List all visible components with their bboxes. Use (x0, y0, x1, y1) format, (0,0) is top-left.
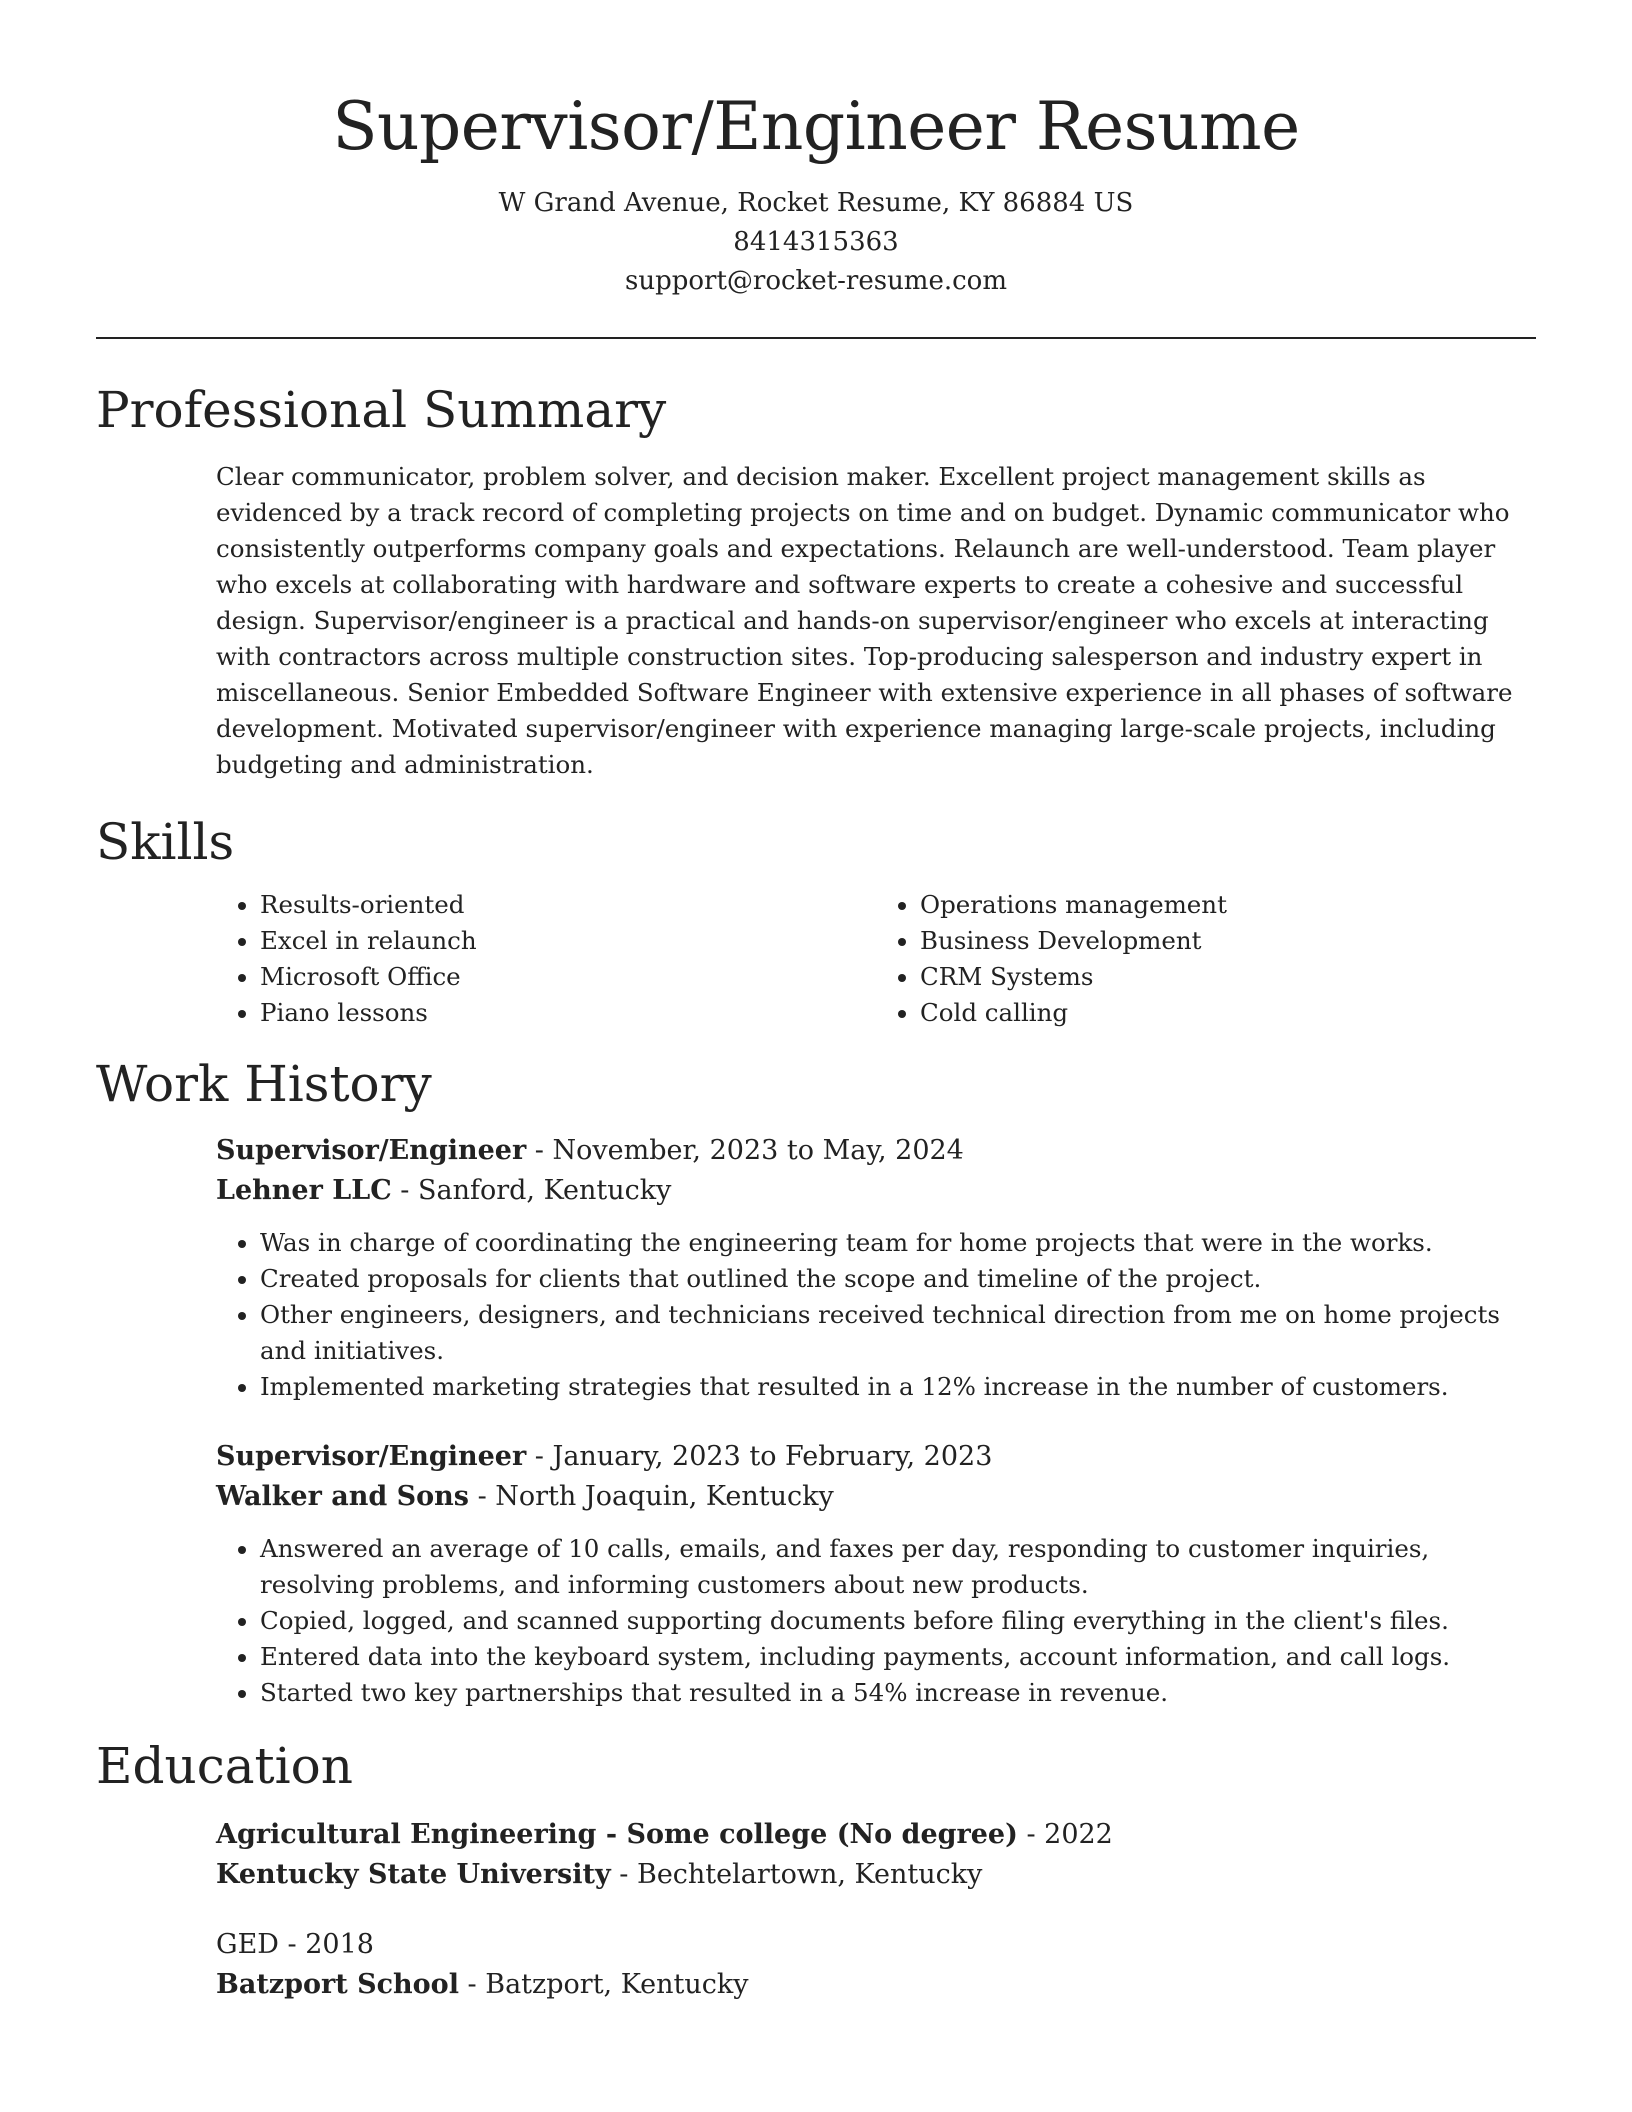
work-history-heading: Work History (96, 1055, 432, 1113)
skill-item: • Business Development (920, 923, 1536, 959)
skill-item: • Microsoft Office (260, 959, 876, 995)
job-bullets (216, 1531, 1536, 1711)
contact-info (96, 184, 1536, 301)
education-school: Kentucky State University (216, 1859, 611, 1890)
header-divider (96, 337, 1536, 339)
education-degree-line (216, 1925, 1536, 1965)
skill-item: • CRM Systems (920, 959, 1536, 995)
skill-item: • Results-oriented (260, 887, 876, 923)
education-location: - Bechtelartown, Kentucky (610, 1859, 983, 1890)
job-company-line (216, 1171, 1536, 1211)
education-school-line (216, 1965, 1536, 2005)
job-role: Supervisor/Engineer (216, 1135, 527, 1166)
skill-item: • Cold calling (920, 995, 1536, 1031)
job-bullet: • Answered an average of 10 calls, emails, and faxes per day, responding to customer inquiries, resolving problems, and informing customers about new products. (260, 1531, 1536, 1603)
education-entry (216, 1815, 1536, 1895)
job-dates: - January, 2023 to February, 2023 (526, 1441, 993, 1472)
skills-section (96, 811, 1536, 1031)
contact-address: W Grand Avenue, Rocket Resume, KY 86884 US (498, 188, 1134, 218)
job-bullet: • Started two key partnerships that resulted in a 54% increase in revenue. (260, 1675, 1536, 1711)
education-section (96, 1735, 1536, 2005)
resume-name: Supervisor/Engineer Resume (332, 88, 1300, 165)
job-company: Lehner LLC (216, 1175, 392, 1206)
contact-email: support@rocket-resume.com (624, 266, 1007, 296)
job-bullet: • Implemented marketing strategies that resulted in a 12% increase in the number of customers. (260, 1369, 1536, 1405)
resume-header (96, 0, 1536, 301)
job-entry (216, 1131, 1536, 1405)
summary-heading: Professional Summary (96, 381, 667, 439)
education-degree: GED (216, 1929, 279, 1960)
job-bullet: • Created proposals for clients that outlined the scope and timeline of the project. (260, 1261, 1536, 1297)
job-bullet: • Entered data into the keyboard system, including payments, account information, and call logs. (260, 1639, 1536, 1675)
education-entry (216, 1925, 1536, 2005)
education-school: Batzport School (216, 1969, 459, 2000)
education-heading: Education (96, 1737, 353, 1795)
skills-column-right (876, 887, 1536, 1031)
job-bullets (216, 1225, 1536, 1405)
resume-page (96, 0, 1536, 2005)
work-history-section (96, 1053, 1536, 1711)
education-year: - 2022 (1017, 1819, 1113, 1850)
education-school-line (216, 1855, 1536, 1895)
contact-phone: 8414315363 (733, 227, 899, 257)
skill-item: • Operations management (920, 887, 1536, 923)
education-location: - Batzport, Kentucky (458, 1969, 749, 2000)
education-degree-line (216, 1815, 1536, 1855)
job-entry (216, 1437, 1536, 1711)
job-dates: - November, 2023 to May, 2024 (526, 1135, 964, 1166)
skill-item: • Excel in relaunch (260, 923, 876, 959)
summary-section (96, 379, 1536, 783)
job-title-line (216, 1437, 1536, 1477)
education-year: - 2018 (278, 1929, 374, 1960)
job-bullet: • Copied, logged, and scanned supporting documents before filing everything in the client's files. (260, 1603, 1536, 1639)
job-title-line (216, 1131, 1536, 1171)
education-degree: Agricultural Engineering - Some college (No degree) (216, 1819, 1018, 1850)
job-bullet: • Other engineers, designers, and technicians received technical direction from me on home projects and initiatives. (260, 1297, 1536, 1369)
skills-heading: Skills (96, 813, 235, 871)
job-location: - North Joaquin, Kentucky (468, 1481, 834, 1512)
summary-text: Clear communicator, problem solver, and decision maker. Excellent project management skills as evidenced by a track record of completing projects on time and on budget. Dynamic communicator who consistently outperforms company goals and expectations. Relaunch are well-understood. Team player who excels at collaborating with hardware and software experts to create a cohesive and successful design. Supervisor/engineer is a practical and hands-on supervisor/engineer who excels at interacting with contractors across multiple construction sites. Top-producing salesperson and industry expert in miscellaneous. Senior Embedded Software Engineer with extensive experience in all phases of software development. Motivated supervisor/engineer with experience managing large-scale projects, including budgeting and administration. (216, 462, 1513, 779)
job-company-line (216, 1477, 1536, 1517)
skills-list (216, 887, 1536, 1031)
skill-item: • Piano lessons (260, 995, 876, 1031)
job-company: Walker and Sons (216, 1481, 469, 1512)
job-bullet: • Was in charge of coordinating the engineering team for home projects that were in the works. (260, 1225, 1536, 1261)
skills-column-left (216, 887, 876, 1031)
job-location: - Sanford, Kentucky (391, 1175, 672, 1206)
job-role: Supervisor/Engineer (216, 1441, 527, 1472)
summary-body (216, 459, 1536, 783)
